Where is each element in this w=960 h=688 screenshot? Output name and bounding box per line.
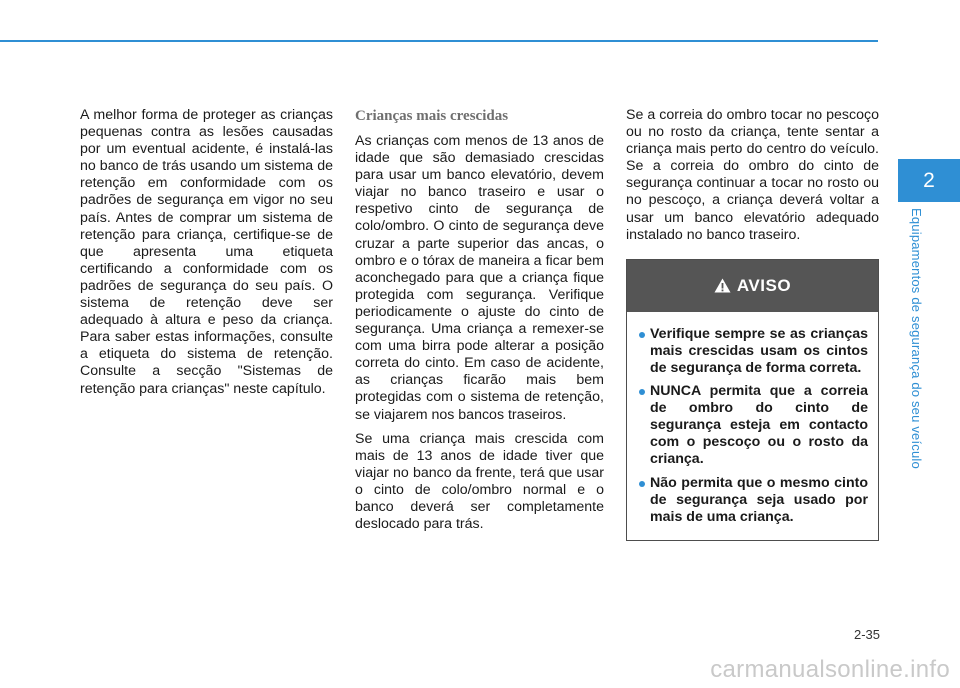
bullet-dot-icon xyxy=(639,332,645,338)
warning-title: AVISO xyxy=(736,276,792,296)
body-paragraph: Se a correia do ombro tocar no pescoço ou no rosto da criança, tente sentar a criança mais perto do centro do veículo. Se a correia do ombro do cinto de segurança continuar a tocar no rosto ou no pescoço, a criança deverá voltar a usar um banco elevatório adequado instalado no banco traseiro. xyxy=(626,107,879,243)
column-right xyxy=(626,107,879,541)
warning-item: Verifique sempre se as crianças mais crescidas usam os cintos de segurança de forma correta. xyxy=(639,326,868,377)
chapter-tab: 2 xyxy=(898,159,960,202)
warning-header xyxy=(627,260,878,312)
body-paragraph: As crianças com menos de 13 anos de idade que são demasiado crescidas para usar um banco elevatório, devem viajar no banco traseiro e usar o respetivo cinto de segurança de colo/ombro. O cinto de segurança deve cruzar a parte superior das ancas, o ombro e o tórax de maneira a ficar bem aconchegado para que a criança fique protegida com segurança. Verifique periodicamente o ajuste do cinto de segurança. Uma criança a remexer-se com uma birra pode alterar a posição correta do cinto. Em caso de acidente, as crianças ficarão mais bem protegidas com o sistema de retenção, se viajarem nos bancos traseiros. xyxy=(355,133,604,423)
warning-list xyxy=(627,312,878,540)
header-rule xyxy=(0,40,878,42)
warning-item: NUNCA permita que a correia de ombro do cinto de segurança esteja em contacto com o pescoço ou o rosto da criança. xyxy=(639,383,868,468)
intro-paragraph: A melhor forma de proteger as crianças pequenas contra as lesões causadas por um eventual acidente, é instalá-las no banco de trás usando um sistema de retenção em conformidade com os padrões de segurança em vigor no seu país. Antes de comprar um sistema de retenção para criança, certifique-se de que apresenta uma etiqueta certificando a conformidade com os padrões de segurança do seu país. O sistema de retenção deve ser adequado à altura e peso da criança. Para saber estas informações, consulte a etiqueta do sistema de retenção. Consulte a secção "Sistemas de retenção para crianças" neste capítulo. xyxy=(80,107,333,397)
warning-triangle-icon xyxy=(714,278,731,293)
warning-box xyxy=(626,259,879,541)
bullet-dot-icon xyxy=(639,481,645,487)
chapter-title: Equipamentos de segurança do seu veículo xyxy=(909,208,924,469)
column-middle xyxy=(355,107,604,540)
watermark: carmanualsonline.info xyxy=(710,656,950,683)
page-number: 2-35 xyxy=(853,627,880,642)
warning-item: Não permita que o mesmo cinto de segurança seja usado por mais de uma criança. xyxy=(639,475,868,526)
body-paragraph: Se uma criança mais crescida com mais de 13 anos de idade tiver que viajar no banco da frente, terá que usar o cinto de colo/ombro normal e o banco deverá ser completamente deslocado para trás. xyxy=(355,430,604,533)
bullet-dot-icon xyxy=(639,389,645,395)
column-left xyxy=(80,107,333,405)
section-heading: Crianças mais crescidas xyxy=(355,108,509,124)
